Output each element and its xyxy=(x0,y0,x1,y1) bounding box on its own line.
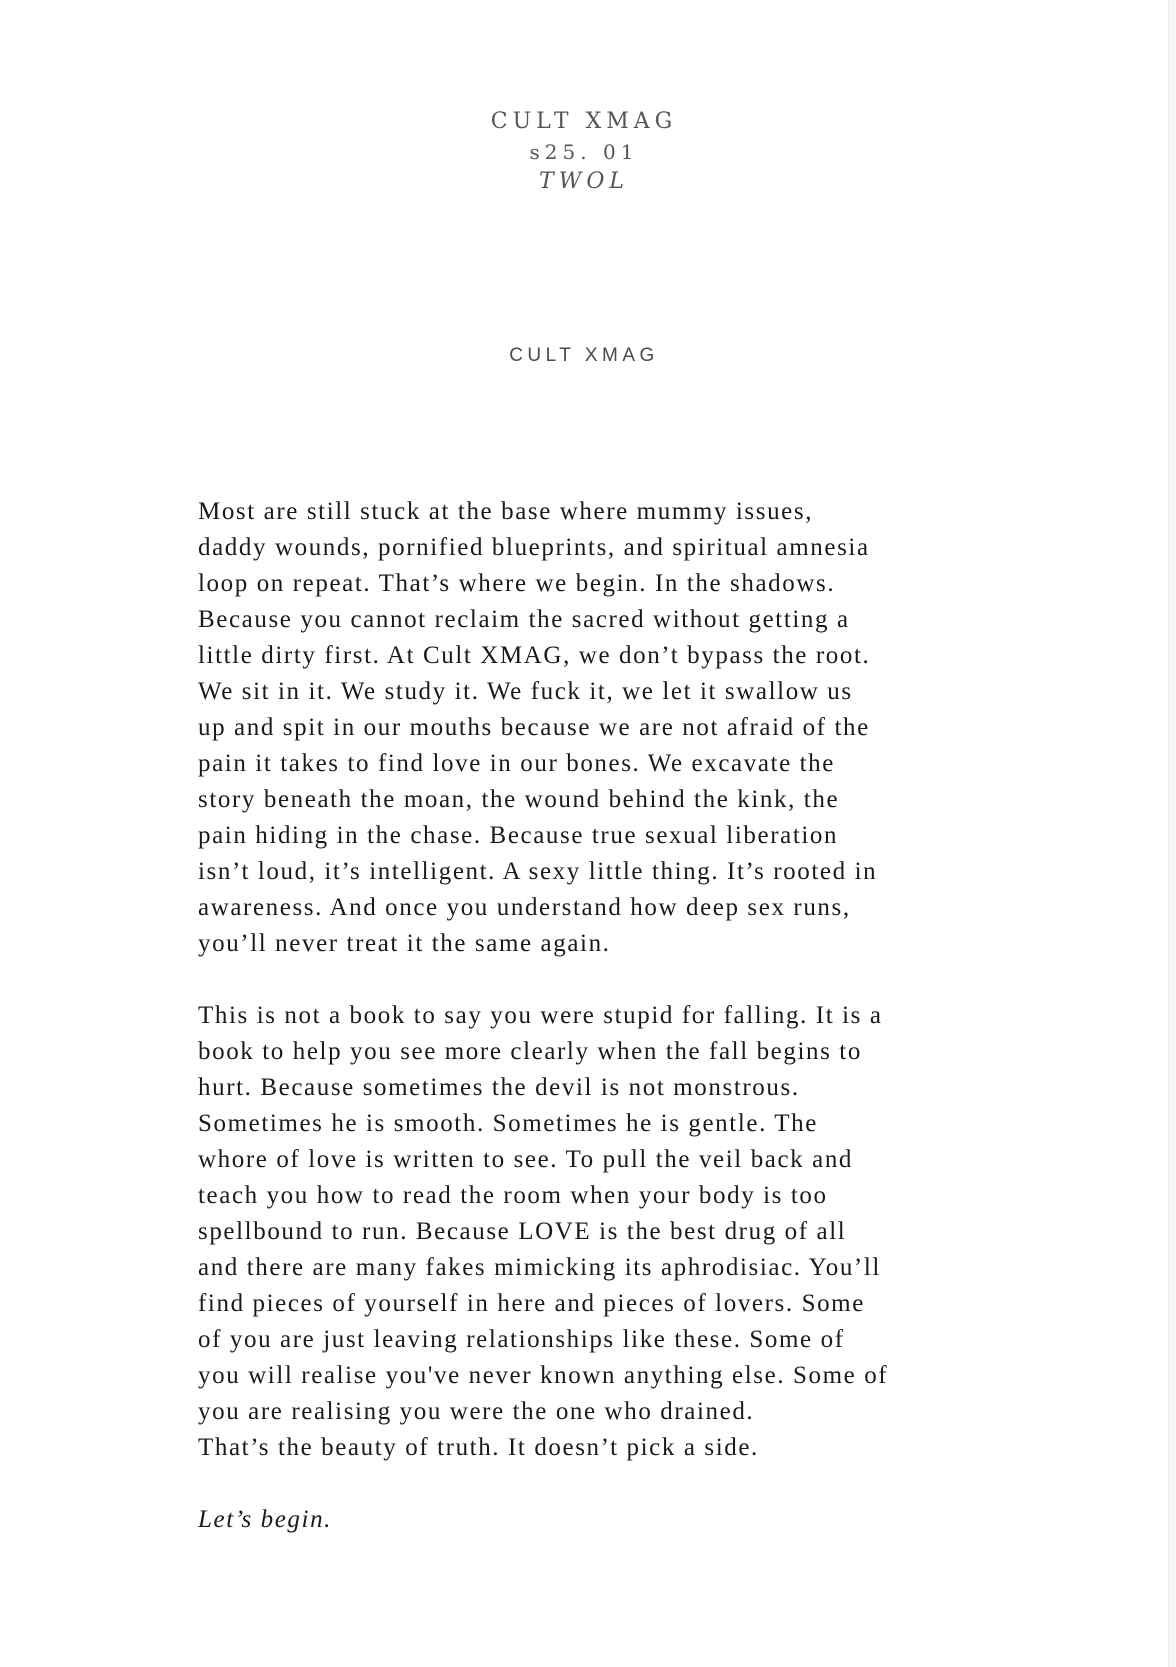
body-text xyxy=(198,494,978,1538)
masthead-issue: s25. 01 xyxy=(529,140,639,164)
masthead-brand: CULT XMAG xyxy=(490,109,678,134)
masthead xyxy=(0,106,1168,197)
closing-line: Let’s begin. xyxy=(198,1506,333,1533)
body-paragraph-1: Most are still stuck at the base where mummy issues, daddy wounds, pornified blueprints, and spiritual amnesia loop on repeat. That’s where we begin. In the shadows. Because you cannot reclaim the sacred without getting a little dirty first. At Cult XMAG, we don’t bypass the root. We sit in it. We study it. We fuck it, we let it swallow us up and spit in our mouths because we are not afraid of the pain it takes to find love in our bones. We excavate the story beneath the moan, the wound behind the kink, the pain hiding in the chase. Because true sexual liberation isn’t loud, it’s intelligent. A sexy little thing. It’s rooted in awareness. And once you understand how deep sex runs, you’ll never treat it the same again. xyxy=(198,498,878,957)
body-paragraph-2: This is not a book to say you were stupid for falling. It is a book to help you see more clearly when the fall begins to hurt. Because sometimes the devil is not monstrous. Sometimes he is smooth. Sometimes he is gentle. The whore of love is written to see. To pull the veil back and teach you how to read the room when your body is too spellbound to run. Because LOVE is the best drug of all and there are many fakes mimicking its aphrodisiac. You’ll find pieces of yourself in here and pieces of lovers. Some of you are just leaving relationships like these. Some of you will realise you've never known anything else. Some of you are realising you were the one who drained. That’s the beauty of truth. It doesn’t pick a side. xyxy=(198,1002,889,1461)
masthead-edition: TWOL xyxy=(539,169,629,194)
section-label: CULT XMAG xyxy=(509,345,659,366)
